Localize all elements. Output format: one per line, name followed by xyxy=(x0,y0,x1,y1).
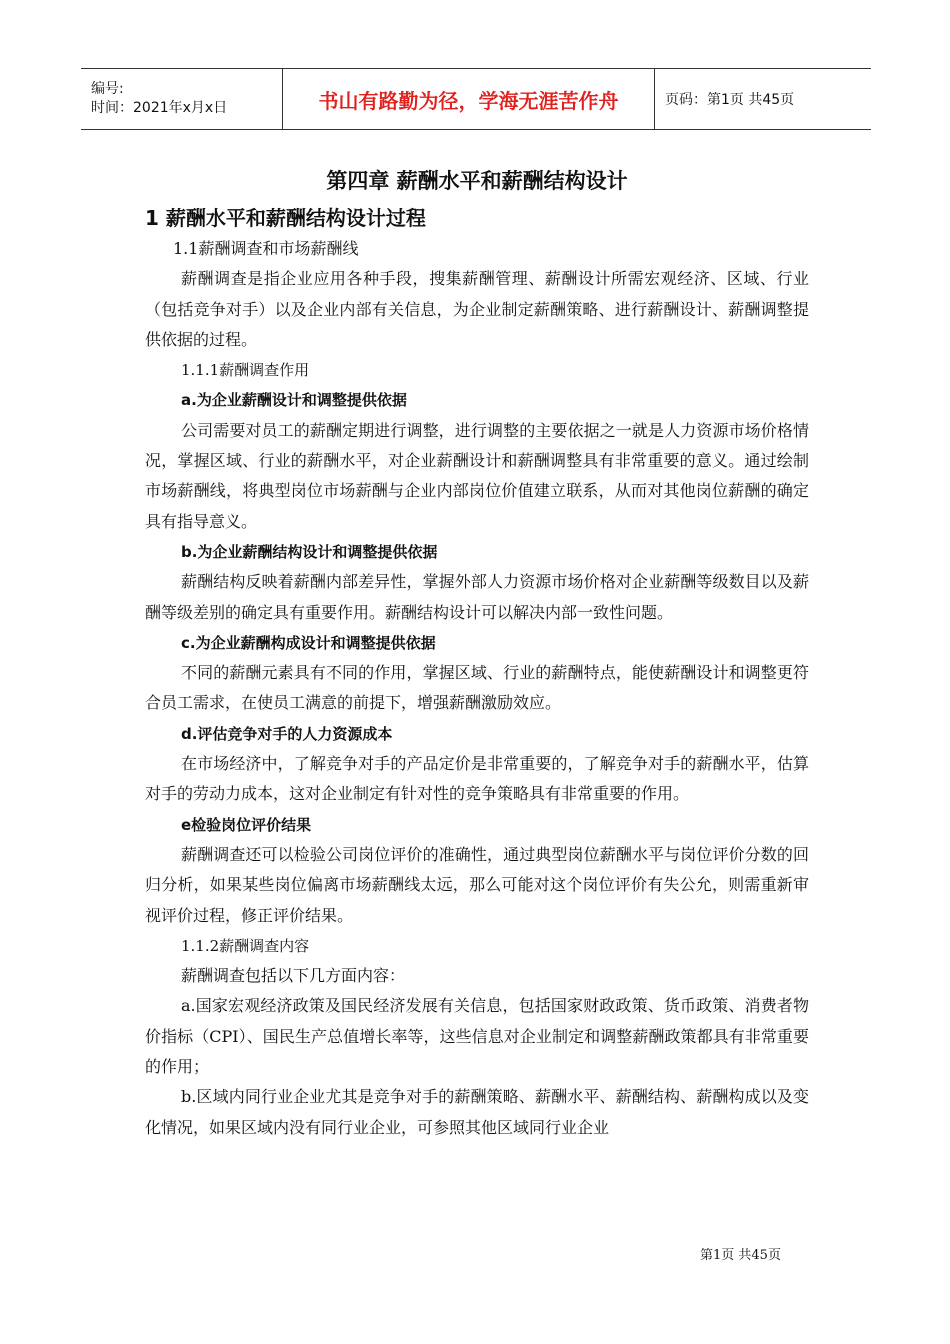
subsection-title: 1.1薪酬调查和市场薪酬线 xyxy=(173,239,359,258)
chapter-title: 第四章 薪酬水平和薪酬结构设计 xyxy=(326,169,628,193)
item-heading-d: d.评估竞争对手的人力资源成本 xyxy=(181,724,393,743)
item-paragraph-c: 不同的薪酬元素具有不同的作用，掌握区域、行业的薪酬特点，能使薪酬设计和调整更符合员工需求，在使员工满意的前提下，增强薪酬激励效应。 xyxy=(145,663,809,713)
item-paragraph-b: 薪酬结构反映着薪酬内部差异性，掌握外部人力资源市场价格对企业薪酬等级数目以及薪酬等级差别的确定具有重要作用。薪酬结构设计可以解决内部一致性问题。 xyxy=(145,572,809,622)
item-paragraph-d: 在市场经济中，了解竞争对手的产品定价是非常重要的，了解竞争对手的薪酬水平，估算对手的劳动力成本，这对企业制定有针对性的竞争策略具有非常重要的作用。 xyxy=(145,754,809,804)
document-number-label: 编号: xyxy=(91,81,124,97)
paragraph-intro: 薪酬调查是指企业应用各种手段，搜集薪酬管理、薪酬设计所需宏观经济、区域、行业（包括竞争对手）以及企业内部有关信息，为企业制定薪酬策略、进行薪酬设计、薪酬调整提供依据的过程。 xyxy=(145,269,809,349)
page-header-table xyxy=(81,68,871,130)
item-paragraph-e: 薪酬调查还可以检验公司岗位评价的准确性，通过典型岗位薪酬水平与岗位评价分数的回归分析，如果某些岗位偏离市场薪酬线太远，那么可能对这个岗位评价有失公允，则需重新审视评价过程，修正评价结果。 xyxy=(145,844,809,925)
header-page-cell xyxy=(655,69,871,129)
paragraph-content-b: b.区域内同行业企业尤其是竞争对手的薪酬策略、薪酬水平、薪酬结构、薪酬构成以及变化情况，如果区域内没有同行业企业，可参照其他区域同行业企业 xyxy=(145,1087,809,1137)
item-heading-e: e检验岗位评价结果 xyxy=(181,815,312,834)
document-body xyxy=(145,160,809,1143)
item-heading-c: c.为企业薪酬构成设计和调整提供依据 xyxy=(181,633,436,652)
paragraph-content-a: a.国家宏观经济政策及国民经济发展有关信息，包括国家财政政策、货币政策、消费者物价指标（CPI）、国民生产总值增长率等，这些信息对企业制定和调整薪酬政策都具有非常重要的作用； xyxy=(145,996,809,1077)
page-footer: 第1页 共45页 xyxy=(700,1248,781,1263)
header-motto-cell xyxy=(282,69,655,129)
section-title: 1 薪酬水平和薪酬结构设计过程 xyxy=(145,206,426,230)
header-motto: 书山有路勤为径，学海无涯苦作舟 xyxy=(318,88,619,113)
item-paragraph-a: 公司需要对员工的薪酬定期进行调整，进行调整的主要依据之一就是人力资源市场价格情况，掌握区域、行业的薪酬水平，对企业薪酬设计和薪酬调整具有非常重要的意义。通过绘制市场薪酬线，将典型岗位市场薪酬与企业内部岗位价值建立联系，从而对其他岗位薪酬的确定具有指导意义。 xyxy=(145,420,809,531)
header-page-number: 页码：第1页 共45页 xyxy=(665,92,795,108)
item-heading-b: b.为企业薪酬结构设计和调整提供依据 xyxy=(181,542,438,561)
item-heading-a: a.为企业薪酬设计和调整提供依据 xyxy=(181,391,407,410)
document-date-label: 时间：2021年x月x日 xyxy=(91,100,228,116)
subsubsection-title: 1.1.1薪酬调查作用 xyxy=(181,361,310,380)
subsubsection-title-2: 1.1.2薪酬调查内容 xyxy=(181,936,310,955)
header-meta-cell xyxy=(81,69,282,129)
paragraph-content-intro: 薪酬调查包括以下几方面内容： xyxy=(181,966,406,986)
